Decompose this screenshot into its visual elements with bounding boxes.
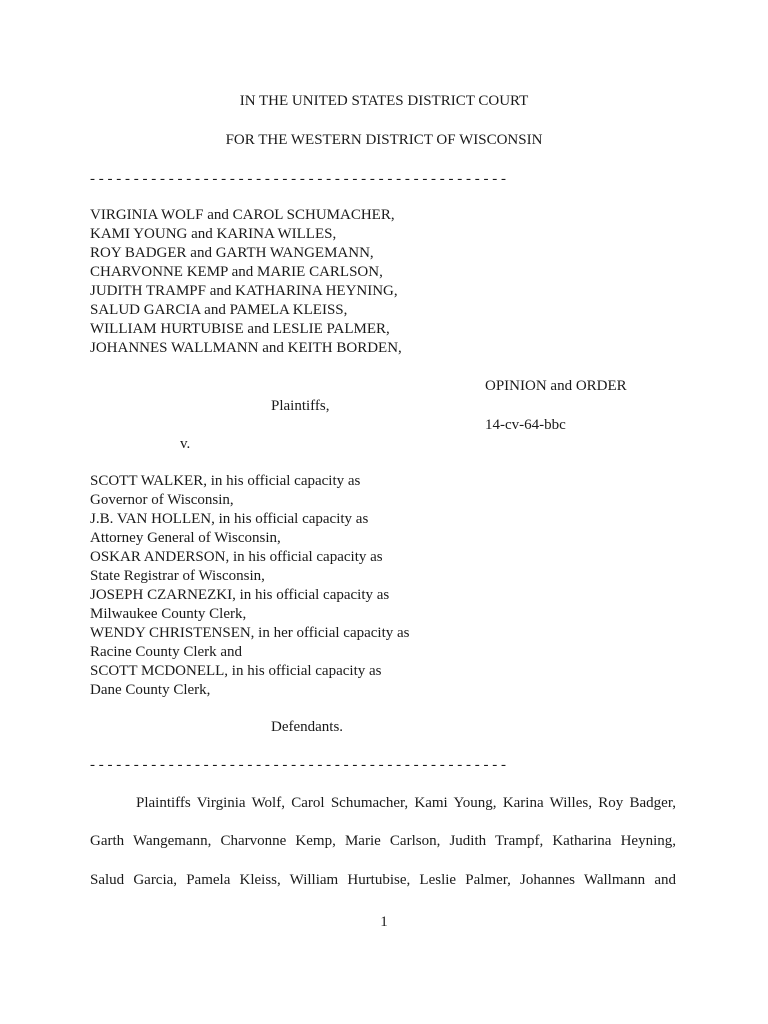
page-number: 1 xyxy=(380,914,388,930)
plaintiff-line: KAMI YOUNG and KARINA WILLES, xyxy=(90,226,337,242)
body-paragraph-line: Plaintiffs Virginia Wolf, Carol Schumacher, Kami Young, Karina Willes, Roy Badger, xyxy=(136,795,676,811)
separator-top: - - - - - - - - - - - - - - - - - - - - - - - - - - - - - - - - - - - - - - - - - - - - - - - - xyxy=(90,171,507,187)
defendant-line: Attorney General of Wisconsin, xyxy=(90,530,281,546)
defendants-list xyxy=(90,472,410,700)
plaintiff-line: JUDITH TRAMPF and KATHARINA HEYNING, xyxy=(90,283,398,299)
defendant-line: State Registrar of Wisconsin, xyxy=(90,568,265,584)
defendant-line: OSKAR ANDERSON, in his official capacity as xyxy=(90,549,383,565)
defendant-line: Milwaukee County Clerk, xyxy=(90,606,247,622)
body-paragraph-line: Garth Wangemann, Charvonne Kemp, Marie Carlson, Judith Trampf, Katharina Heyning, xyxy=(90,833,676,849)
plaintiff-line: VIRGINIA WOLF and CAROL SCHUMACHER, xyxy=(90,207,395,223)
defendants-label: Defendants. xyxy=(271,719,344,735)
court-heading: IN THE UNITED STATES DISTRICT COURT xyxy=(239,93,529,109)
plaintiffs-list xyxy=(90,206,402,358)
defendant-line: J.B. VAN HOLLEN, in his official capacity as xyxy=(90,511,369,527)
plaintiff-line: SALUD GARCIA and PAMELA KLEISS, xyxy=(90,302,348,318)
versus-label: v. xyxy=(180,436,191,452)
plaintiff-line: ROY BADGER and GARTH WANGEMANN, xyxy=(90,245,374,261)
defendant-line: WENDY CHRISTENSEN, in her official capacity as xyxy=(90,625,410,641)
defendant-line: SCOTT WALKER, in his official capacity as xyxy=(90,473,361,489)
defendant-line: Dane County Clerk, xyxy=(90,682,211,698)
district-heading: FOR THE WESTERN DISTRICT OF WISCONSIN xyxy=(225,132,543,148)
defendant-line: Racine County Clerk and xyxy=(90,644,243,660)
plaintiff-line: JOHANNES WALLMANN and KEITH BORDEN, xyxy=(90,340,402,356)
opinion-label: OPINION and ORDER xyxy=(485,378,627,394)
defendant-line: Governor of Wisconsin, xyxy=(90,492,234,508)
case-number: 14-cv-64-bbc xyxy=(485,417,566,433)
plaintiffs-label: Plaintiffs, xyxy=(271,398,330,414)
defendant-line: SCOTT MCDONELL, in his official capacity as xyxy=(90,663,382,679)
body-paragraph-line: Salud Garcia, Pamela Kleiss, William Hurtubise, Leslie Palmer, Johannes Wallmann and xyxy=(90,872,676,888)
plaintiff-line: CHARVONNE KEMP and MARIE CARLSON, xyxy=(90,264,383,280)
plaintiff-line: WILLIAM HURTUBISE and LESLIE PALMER, xyxy=(90,321,390,337)
separator-bottom: - - - - - - - - - - - - - - - - - - - - - - - - - - - - - - - - - - - - - - - - - - - - - - - - xyxy=(90,757,507,773)
defendant-line: JOSEPH CZARNEZKI, in his official capacity as xyxy=(90,587,390,603)
